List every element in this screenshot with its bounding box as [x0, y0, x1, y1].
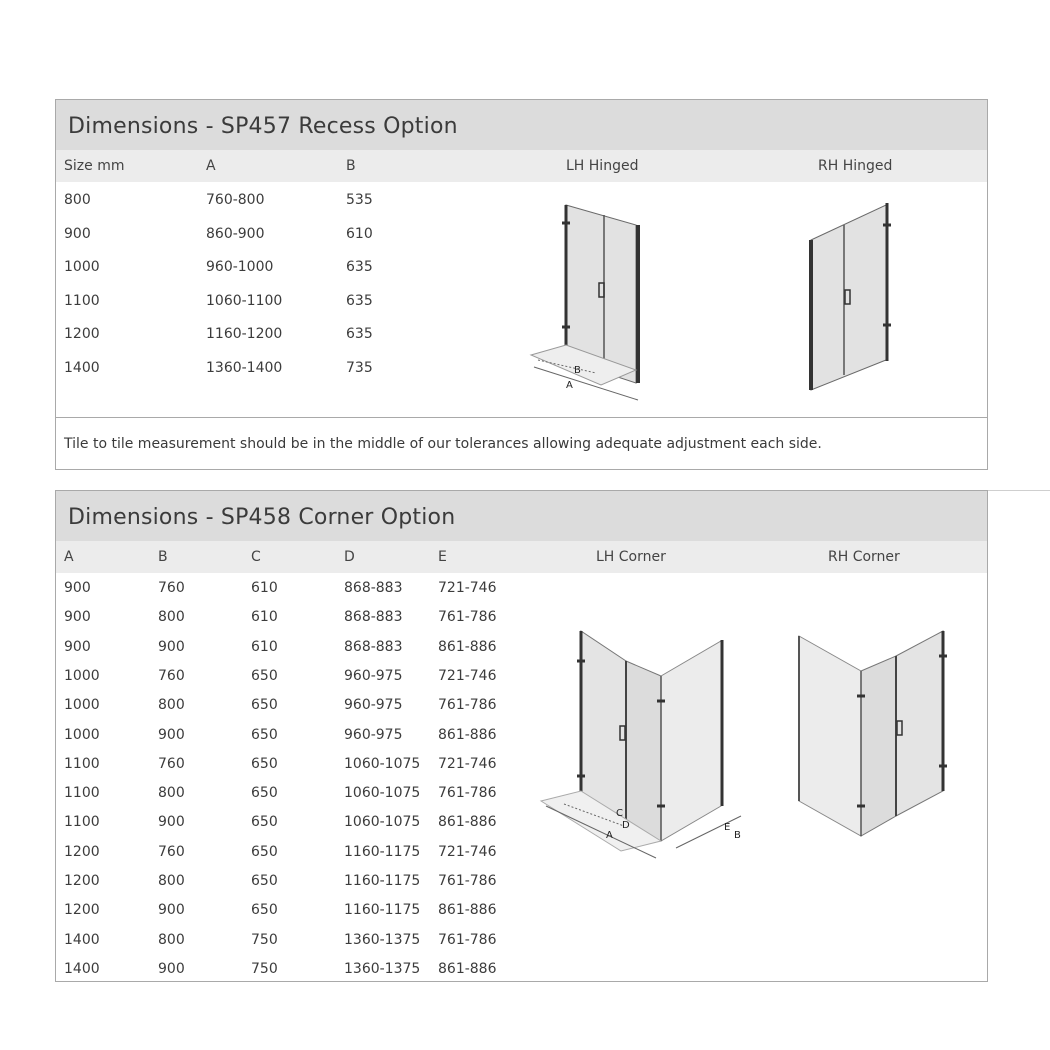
recess-row-4-size-cell: 1200 [64, 326, 100, 342]
header-rh-hinged: RH Hinged [818, 158, 893, 174]
recess-row-1-size-cell: 900 [64, 225, 91, 242]
recess-note: Tile to tile measurement should be in the middle of our tolerances allowing adequate adjustment each side. [64, 436, 822, 452]
corner-row-13-e-cell: 861-886 [438, 960, 497, 977]
lh-corner-label-a: A [606, 830, 613, 841]
corner-row-1-e-cell: 761-786 [438, 609, 497, 626]
corner-row-7-d-cell: 1060-1075 [344, 785, 421, 802]
corner-row-2-e-cell: 861-886 [438, 638, 497, 655]
corner-row-2-d-cell: 868-883 [344, 638, 403, 655]
corner-row-9-c-cell: 650 [251, 843, 278, 860]
recess-row-0-size-cell: 800 [64, 192, 91, 208]
corner-row-3-d-cell: 960-975 [344, 667, 403, 684]
corner-row-11-a-cell: 1200 [64, 902, 100, 919]
corner-row-2-a-cell: 900 [64, 638, 91, 655]
header-a: A [64, 549, 74, 565]
header-b: B [158, 549, 168, 565]
corner-row-8-d-cell: 1060-1075 [344, 814, 421, 831]
corner-row-5-c-cell: 650 [251, 726, 278, 743]
rh-hinged-diagram [801, 195, 901, 395]
header-lh-corner: LH Corner [596, 549, 666, 565]
corner-row-9-a-cell: 1200 [64, 843, 100, 860]
recess-row-2-size-cell: 1000 [64, 259, 100, 275]
corner-row-4-e-cell: 761-786 [438, 697, 497, 714]
corner-row-10-b-cell: 800 [158, 873, 185, 889]
corner-row-8-b-cell: 900 [158, 814, 185, 831]
corner-row-13-d-cell: 1360-1375 [344, 960, 421, 977]
header-c: C [251, 549, 261, 565]
corner-header-row [56, 541, 987, 573]
corner-row-1-a-cell: 900 [64, 609, 91, 626]
rh-corner-diagram [791, 626, 951, 841]
header-rh-corner: RH Corner [828, 549, 900, 565]
recess-row-4-a-cell: 1160-1200 [206, 326, 283, 342]
corner-row-10-d-cell: 1160-1175 [344, 873, 421, 889]
corner-row-12-d-cell: 1360-1375 [344, 931, 421, 948]
corner-row-9-e-cell: 721-746 [438, 843, 497, 860]
corner-row-8-c-cell: 650 [251, 814, 278, 831]
corner-row-5-b-cell: 900 [158, 726, 185, 743]
lh-corner-label-c: C [616, 808, 623, 819]
corner-row-5-d-cell: 960-975 [344, 726, 403, 743]
corner-row-8-a-cell: 1100 [64, 814, 100, 831]
corner-row-2-c-cell: 610 [251, 638, 278, 655]
recess-row-1-b-cell: 610 [346, 225, 373, 242]
lh-hinged-diagram [526, 195, 656, 405]
corner-row-7-e-cell: 761-786 [438, 785, 497, 802]
recess-row-2-a-cell: 960-1000 [206, 259, 274, 275]
corner-row-6-a-cell: 1100 [64, 755, 100, 772]
header-lh-hinged: LH Hinged [566, 158, 639, 174]
recess-dimensions-panel [55, 99, 988, 470]
corner-row-12-e-cell: 761-786 [438, 931, 497, 948]
corner-row-0-e-cell: 721-746 [438, 580, 497, 596]
corner-row-6-b-cell: 760 [158, 755, 185, 772]
recess-row-3-b-cell: 635 [346, 292, 373, 309]
recess-note-divider [56, 417, 987, 418]
corner-panel-title: Dimensions - SP458 Corner Option [56, 491, 987, 541]
corner-row-4-a-cell: 1000 [64, 697, 100, 714]
corner-row-0-d-cell: 868-883 [344, 580, 403, 596]
header-b: B [346, 158, 356, 174]
corner-row-9-b-cell: 760 [158, 843, 185, 860]
header-d: D [344, 549, 355, 565]
corner-row-8-e-cell: 861-886 [438, 814, 497, 831]
corner-row-4-d-cell: 960-975 [344, 697, 403, 714]
corner-row-7-c-cell: 650 [251, 785, 278, 802]
corner-row-0-b-cell: 760 [158, 580, 185, 596]
corner-row-3-c-cell: 650 [251, 667, 278, 684]
corner-row-13-c-cell: 750 [251, 960, 278, 977]
recess-row-5-b-cell: 735 [346, 359, 373, 376]
corner-row-12-a-cell: 1400 [64, 931, 100, 948]
recess-row-4-b-cell: 635 [346, 326, 373, 342]
lh-corner-diagram [536, 626, 756, 861]
header-size-mm: Size mm [64, 158, 125, 174]
corner-row-10-e-cell: 761-786 [438, 873, 497, 889]
corner-row-10-c-cell: 650 [251, 873, 278, 889]
corner-row-0-c-cell: 610 [251, 580, 278, 596]
recess-row-5-size-cell: 1400 [64, 359, 100, 376]
corner-row-11-b-cell: 900 [158, 902, 185, 919]
corner-row-1-c-cell: 610 [251, 609, 278, 626]
corner-dimensions-panel [55, 490, 988, 982]
lh-corner-label-e: E [724, 822, 731, 833]
corner-row-11-d-cell: 1160-1175 [344, 902, 421, 919]
corner-row-12-c-cell: 750 [251, 931, 278, 948]
corner-row-13-b-cell: 900 [158, 960, 185, 977]
corner-row-6-d-cell: 1060-1075 [344, 755, 421, 772]
corner-row-7-a-cell: 1100 [64, 785, 100, 802]
corner-row-1-d-cell: 868-883 [344, 609, 403, 626]
corner-row-5-a-cell: 1000 [64, 726, 100, 743]
corner-row-9-d-cell: 1160-1175 [344, 843, 421, 860]
header-e: E [438, 549, 447, 565]
recess-header-row [56, 150, 987, 182]
corner-row-3-b-cell: 760 [158, 667, 185, 684]
recess-panel-title: Dimensions - SP457 Recess Option [56, 100, 987, 150]
recess-row-2-b-cell: 635 [346, 259, 373, 275]
lh-label-a: A [566, 380, 573, 391]
recess-row-5-a-cell: 1360-1400 [206, 359, 283, 376]
corner-row-3-e-cell: 721-746 [438, 667, 497, 684]
top-divider-line [988, 490, 1050, 491]
corner-row-11-e-cell: 861-886 [438, 902, 497, 919]
corner-row-11-c-cell: 650 [251, 902, 278, 919]
corner-row-0-a-cell: 900 [64, 580, 91, 596]
recess-row-1-a-cell: 860-900 [206, 225, 265, 242]
lh-label-b: B [574, 365, 581, 376]
corner-row-2-b-cell: 900 [158, 638, 185, 655]
corner-row-7-b-cell: 800 [158, 785, 185, 802]
lh-corner-label-d: D [622, 820, 630, 831]
corner-row-4-c-cell: 650 [251, 697, 278, 714]
header-a: A [206, 158, 216, 174]
lh-corner-label-b: B [734, 830, 741, 841]
corner-row-13-a-cell: 1400 [64, 960, 100, 977]
corner-row-6-c-cell: 650 [251, 755, 278, 772]
corner-row-10-a-cell: 1200 [64, 873, 100, 889]
corner-row-12-b-cell: 800 [158, 931, 185, 948]
corner-row-4-b-cell: 800 [158, 697, 185, 714]
corner-row-1-b-cell: 800 [158, 609, 185, 626]
corner-row-6-e-cell: 721-746 [438, 755, 497, 772]
recess-row-0-b-cell: 535 [346, 192, 373, 208]
recess-row-0-a-cell: 760-800 [206, 192, 265, 208]
recess-row-3-size-cell: 1100 [64, 292, 100, 309]
recess-row-3-a-cell: 1060-1100 [206, 292, 283, 309]
corner-row-3-a-cell: 1000 [64, 667, 100, 684]
corner-row-5-e-cell: 861-886 [438, 726, 497, 743]
